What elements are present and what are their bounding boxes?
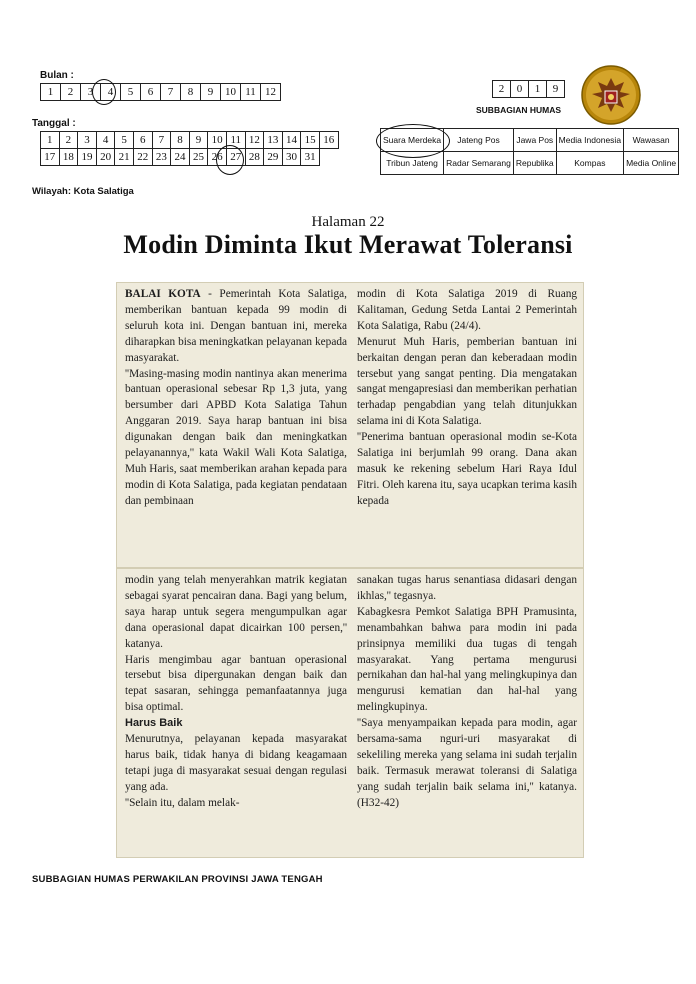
date-cell: 19 <box>78 149 97 166</box>
media-cell: Republika <box>513 152 556 175</box>
region-label: Wilayah: Kota Salatiga <box>32 186 134 197</box>
year-digit-cell: 1 <box>529 81 547 98</box>
article-clip-bottom <box>116 568 584 858</box>
month-cell: 7 <box>161 84 181 101</box>
month-label: Bulan : <box>40 70 74 81</box>
media-cell: Wawasan <box>624 129 679 152</box>
year-table <box>492 80 565 98</box>
article-column-top-right <box>357 287 577 510</box>
year-digit-cell: 9 <box>547 81 565 98</box>
date-cell: 21 <box>115 149 134 166</box>
article-paragraph: modin yang telah menyerahkan matrik kegiatan sebagai syarat pencairan dana. Bagi yang belum, saya harap untuk segera mengumpulkan agar dana operasional dapat dicairkan 100 persen,'' katanya. <box>125 574 347 650</box>
date-cell: 16 <box>319 132 338 149</box>
month-table <box>40 83 281 101</box>
month-cell: 1 <box>41 84 61 101</box>
month-cell: 3 <box>81 84 101 101</box>
article-column-bottom-right <box>357 573 577 812</box>
garuda-crest-icon <box>580 64 642 126</box>
article-paragraph: Haris mengimbau agar bantuan operasional tersebut bisa dipergunakan dengan baik dan tepat sasaran, sehingga pemanfaatannya juga bisa optimal. <box>125 653 347 714</box>
date-cell: 14 <box>282 132 301 149</box>
media-cell: Media Indonesia <box>556 129 623 152</box>
article-clip-top <box>116 282 584 568</box>
date-cell: 7 <box>152 132 171 149</box>
date-cell: 25 <box>189 149 208 166</box>
article-paragraph: ''Masing-masing modin nantinya akan menerima bantuan operasional sebesar Rp 1,3 juta, yang bersumber dari APBD Kota Salatiga Tahun Anggaran 2019. Saya harap bantuan ini bisa digunakan dengan baik dan meningkatkan pelayanannya,'' kata Wakil Wali Kota Salatiga, Muh Haris, saat memberikan arahan kepada para modin di Kota Salatiga, pada kegiatan pendataan dan pembinaan <box>125 367 347 507</box>
date-cell: 23 <box>152 149 171 166</box>
page-number: Halaman 22 <box>311 214 385 230</box>
date-cell: 18 <box>59 149 78 166</box>
date-cell: 3 <box>78 132 97 149</box>
month-cell: 10 <box>221 84 241 101</box>
article-paragraph: ''Penerima bantuan operasional modin se-Kota Salatiga ini berjumlah 99 orang. Dana akan masuk ke rekening sebelum Hari Raya Idul Fitri. Oleh karena itu, saya ucapkan terima kasih kepada <box>357 431 577 507</box>
article-column-bottom-left <box>125 573 347 812</box>
date-cell: 29 <box>264 149 283 166</box>
month-cell: 4 <box>101 84 121 101</box>
headline: Modin Diminta Ikut Merawat Toleransi <box>123 230 573 259</box>
date-cell: 27 <box>226 149 245 166</box>
article-paragraph: modin di Kota Salatiga 2019 di Ruang Kalitaman, Gedung Setda Lantai 2 Pemerintah Kota Salatiga, Rabu (24/4). <box>357 288 577 332</box>
media-cell: Jateng Pos <box>444 129 514 152</box>
article-paragraph: Menurut Muh Haris, pemberian bantuan ini berkaitan dengan peran dan keberadaan modin tersebut yang sangat penting. Dia mengatakan sangat mengapresiasi dan memberikan perhatian terhadap pengabdian yang telah ditunjukkan selama ini di Kota Salatiga. <box>357 335 577 428</box>
article-paragraph: ''Saya menyampaikan kepada para modin, agar bersama-sama nguri-uri masyarakat di sekeliling mereka yang selama ini sudah terjalin baik. Termasuk merawat toleransi di Salatiga yang sudah terjalin baik selama ini,'' katanya. (H32-42) <box>357 717 577 809</box>
date-cell: 8 <box>171 132 190 149</box>
date-cell: 15 <box>301 132 320 149</box>
date-cell: 6 <box>133 132 152 149</box>
article-paragraph: Menurutnya, pelayanan kepada masyarakat harus baik, tidak hanya di bidang keagamaan tetapi juga di masyarakat sesuai dengan regulasi yang ada. <box>125 733 347 793</box>
date-cell: 10 <box>208 132 227 149</box>
date-cell: 26 <box>208 149 227 166</box>
media-cell: Tribun Jateng <box>381 152 444 175</box>
date-cell: 1 <box>41 132 60 149</box>
media-cell: Suara Merdeka <box>381 129 444 152</box>
date-cell: 31 <box>301 149 320 166</box>
month-cell: 12 <box>261 84 281 101</box>
month-cell: 11 <box>241 84 261 101</box>
month-cell: 2 <box>61 84 81 101</box>
article-paragraph: Kabagkesra Pemkot Salatiga BPH Pramusinta, menambahkan bahwa para modin ini pada prinsipnya memiliki dua tugas di tengah masyarakat. Yang pertama mengurusi pernikahan dan hal-hal yang melingkupinya dan mengurusi kematian dan hal-hal yang melingkupinya. <box>357 605 577 714</box>
date-cell: 12 <box>245 132 264 149</box>
month-cell: 8 <box>181 84 201 101</box>
date-cell: 28 <box>245 149 264 166</box>
media-cell: Media Online <box>624 152 679 175</box>
date-cell: 22 <box>133 149 152 166</box>
month-cell: 9 <box>201 84 221 101</box>
date-table <box>40 131 339 166</box>
date-cell: 2 <box>59 132 78 149</box>
media-cell: Kompas <box>556 152 623 175</box>
date-cell: 20 <box>96 149 115 166</box>
media-table <box>380 128 679 175</box>
article-lead: BALAI KOTA <box>125 288 201 300</box>
date-cell: 17 <box>41 149 60 166</box>
media-cell: Jawa Pos <box>513 129 556 152</box>
article-paragraph: sanakan tugas harus senantiasa didasari dengan ikhlas,'' tegasnya. <box>357 574 577 602</box>
org-name: SUBBAGIAN HUMAS <box>476 105 561 115</box>
footer-text: SUBBAGIAN HUMAS PERWAKILAN PROVINSI JAWA TENGAH <box>32 874 323 885</box>
year-digit-cell: 0 <box>511 81 529 98</box>
article-paragraph: ''Selain itu, dalam melak- <box>125 796 240 809</box>
date-cell: 4 <box>96 132 115 149</box>
year-digit-cell: 2 <box>493 81 511 98</box>
media-cell: Radar Semarang <box>444 152 514 175</box>
date-cell: 30 <box>282 149 301 166</box>
date-cell: 5 <box>115 132 134 149</box>
month-cell: 5 <box>121 84 141 101</box>
date-cell: 9 <box>189 132 208 149</box>
date-cell: 13 <box>264 132 283 149</box>
article-paragraph: BALAI KOTA - Pemerintah Kota Salatiga, memberikan bantuan kepada 99 modin di seluruh kota ini. Dengan bantuan ini, mereka diharapkan bisa meningkatkan pelayanan kepada masyarakat. <box>125 288 347 364</box>
article-subheading: Harus Baik <box>125 717 183 730</box>
month-cell: 6 <box>141 84 161 101</box>
date-cell: 11 <box>226 132 245 149</box>
date-label: Tanggal : <box>32 118 76 129</box>
article-column-top-left <box>125 287 347 510</box>
date-cell: 24 <box>171 149 190 166</box>
